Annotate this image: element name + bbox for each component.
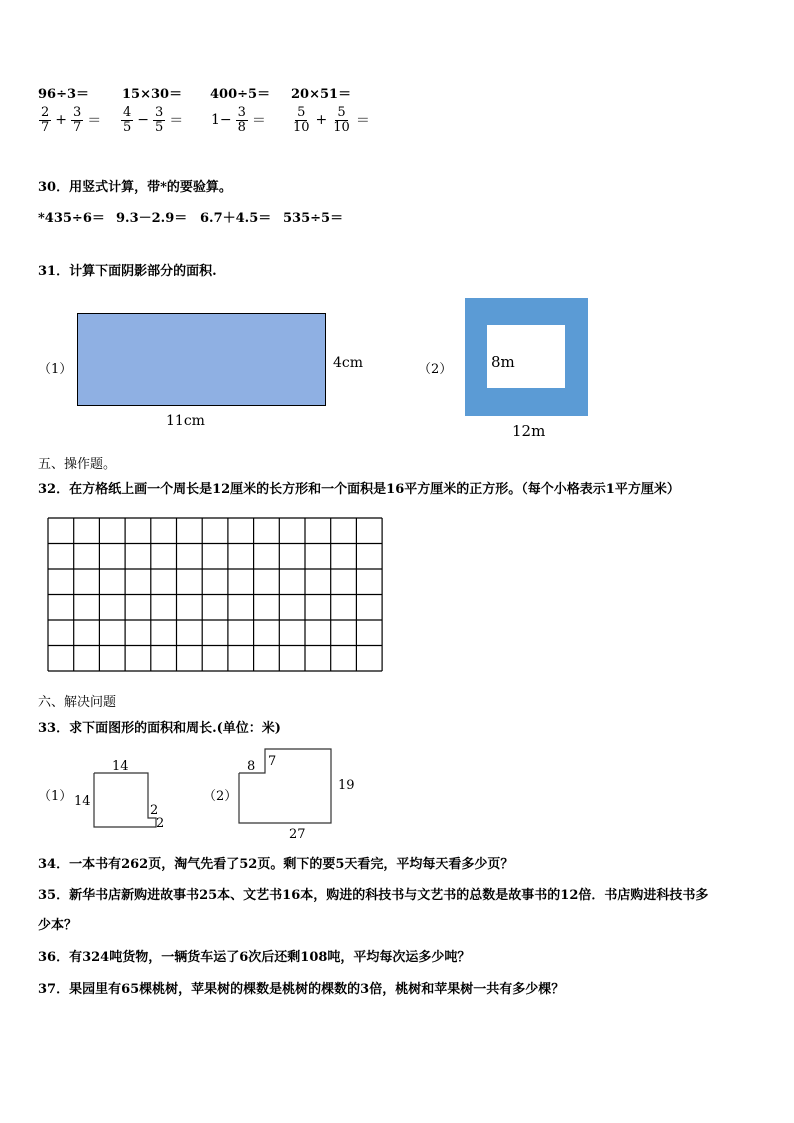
bottom-dimension: 27 (289, 827, 306, 842)
height-label: 4cm (333, 355, 364, 371)
shaded-rectangle (77, 313, 326, 406)
step-figure-2 (230, 744, 370, 844)
width-label: 11cm (166, 413, 205, 429)
calc-item: 9.3－2.9＝ (116, 211, 188, 226)
question-34: 34．一本书有262页，淘气先看了52页。剩下的要5天看完，平均每天看多少页？ (38, 857, 514, 872)
question-32-title: 32．在方格纸上画一个周长是12厘米的长方形和一个面积是16平方厘米的正方形。（每个小格表示1平方厘米） (38, 482, 680, 497)
inner-label: 8m (491, 353, 515, 371)
fraction-expression: $\frac{4}{5}$ − $\frac{3}{5}$ ＝ (123, 105, 184, 135)
outer-label: 12m (512, 422, 546, 440)
left-dimension: 14 (74, 794, 91, 809)
figure-label: （1） (38, 789, 73, 804)
calc-item: 20×51＝ (291, 87, 352, 102)
section-6-title: 六、解决问题 (38, 695, 117, 710)
fraction-expression: $\frac{5}{10}$ + $\frac{5}{10}$ ＝ (293, 105, 370, 135)
notch-height-dimension: 8 (247, 759, 256, 774)
question-35-line1: 35．新华书店新购进故事书25本、文艺书16本，购进的科技书与文艺书的总数是故事书的12倍．书店购进科技书多 (38, 888, 709, 903)
question-36: 36．有324吨货物，一辆货车运了6次后还剩108吨，平均每次运多少吨？ (38, 950, 471, 965)
calc-item: 6.7＋4.5＝ (200, 211, 272, 226)
calc-item: 15×30＝ (122, 87, 183, 102)
figure-label: （2） (418, 362, 453, 377)
shaded-square-frame (465, 298, 588, 416)
calc-item: 400÷5＝ (210, 87, 271, 102)
fraction-expression: 1− $\frac{3}{8}$ ＝ (211, 105, 266, 135)
calc-item: 535÷5＝ (283, 211, 344, 226)
fraction-expression: $\frac{2}{7}$ + $\frac{3}{7}$ ＝ (41, 105, 102, 135)
figure-label: （2） (203, 789, 238, 804)
figure-label: （1） (38, 362, 73, 377)
top-dimension: 14 (112, 759, 129, 774)
question-31-title: 31．计算下面阴影部分的面积. (38, 264, 217, 279)
section-5-title: 五、操作题。 (38, 457, 117, 472)
calc-item: 96÷3＝ (38, 87, 90, 102)
grid-paper (46, 516, 384, 673)
step-figure-1 (70, 755, 170, 835)
step-dimension-2: 2 (156, 816, 165, 831)
calc-item: *435÷6＝ (38, 211, 105, 226)
question-30-title: 30．用竖式计算，带*的要验算。 (38, 180, 232, 195)
right-dimension: 19 (338, 778, 355, 793)
notch-width-dimension: 7 (268, 754, 277, 769)
question-35-line2: 少本？ (38, 918, 78, 933)
question-33-title: 33．求下面图形的面积和周长.(单位：米) (38, 721, 281, 736)
question-37: 37．果园里有65棵桃树，苹果树的棵数是桃树的棵数的3倍，桃树和苹果树一共有多少棵？ (38, 982, 565, 997)
step-dimension: 2 (150, 803, 159, 818)
